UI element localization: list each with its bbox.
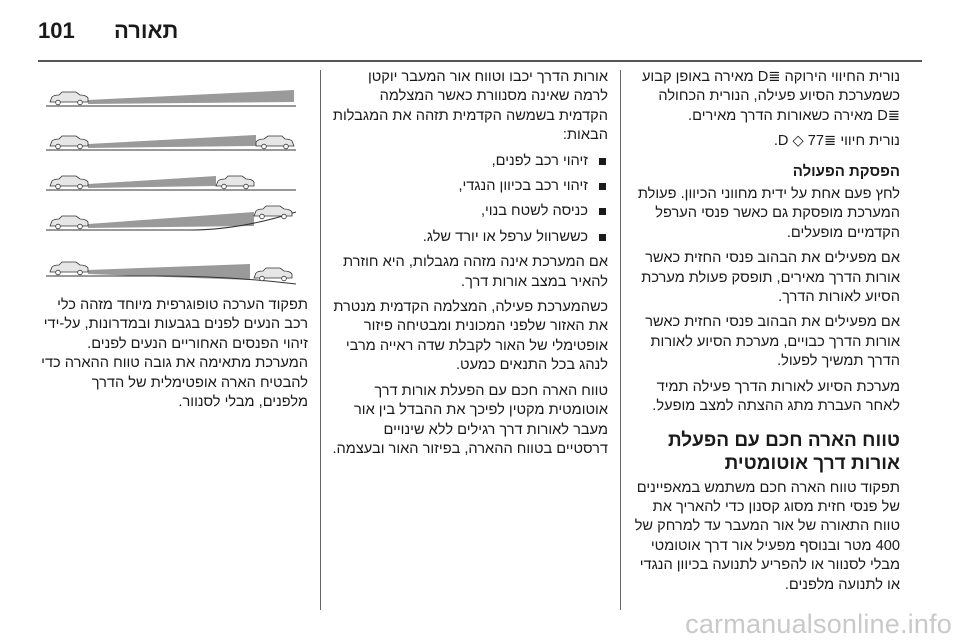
indicator-paragraph: נורית החיווי הירוקה ≣D מאירה באופן קבוע כשמערכת הסיוע פעילה, הנורית הכחולה ≣D מאירה כשאורות הדרך מאירים.: [641, 69, 900, 124]
scene-3: [46, 176, 296, 190]
scene-4: [46, 206, 296, 230]
left-column: [40, 296, 308, 418]
scene-2: [46, 135, 296, 150]
stop-paragraph-2: אם מפעילים את הבהוב פנסי החזית כאשר אורות הדרך מאירים, תופסק פעולת מערכת הסיוע לאורות הדרך.: [641, 250, 900, 306]
section-paragraph: תפקוד טווח הארה חכם משתמש במאפיינים של פנסי חזית מסוג קסנון כדי להאריך את טווח התאורה של אור המעבר עד למרחק של 400 מטר ובנוסף מפעיל אור דרך אוטומטי מבלי לסנוור או להפריע לתנועה בכיוון הנגדי או לתנועה מלפנים.: [634, 479, 900, 593]
stop-paragraph-4: מערכת הסיוע לאורות הדרך פעילה תמיד לאחר העברת מתג ההצתה למצב מופעל.: [652, 378, 900, 415]
stop-paragraph-1: לחץ פעם אחת על ידית מחווני הכיוון. פעולת המערכת מופסקת גם כאשר פנסי הערפל הקדמיים מופעלים.: [637, 186, 900, 241]
page-header: [38, 12, 922, 52]
chapter-title: תאורה: [114, 18, 179, 43]
list-item: כניסה לשטח בנוי,: [332, 202, 608, 221]
indicator-reference: נורית חיווי ≣D ◇ 77.: [773, 133, 900, 150]
limitations-list: [332, 152, 608, 248]
illustration-caption: תפקוד הערכה טופוגרפית מיוחד מזהה כלי רכב הנעים לפנים בגבעות ובמדרונות, על-ידי זיהוי הפנסים האחוריים הנעים לפנים. המערכת מתאימה את גובה טווח ההארה כדי להבטיח הארה אופטימלית של הדרך מלפנים, מבלי לסנוור.: [41, 297, 308, 411]
page-number: 101: [38, 18, 75, 43]
middle-column: [332, 68, 608, 465]
middle-paragraph-3: כשהמערכת פעילה, המצלמה הקדמית מנטרת את האזור שלפני המכונית ומבטיחה פיזור אופטימלי של האור לקבלת שדה ראייה מרבי לנהג בכל התנאים כמעט.: [333, 299, 608, 374]
section-heading: טווח הארה חכם עם הפעלת אורות דרך אוטומטית: [668, 429, 900, 474]
right-column: [632, 68, 900, 601]
column-divider-left: [320, 70, 321, 610]
stop-paragraph-3: אם מפעילים את הבהוב פנסי החזית כאשר אורות הדרך כבויים, מערכת הסיוע לאורות הדרך תמשיך לפעול.: [645, 314, 900, 370]
middle-paragraph-2: אם המערכת אינה מזהה מגבלות, היא חוזרת להאיר במצב אורות דרך.: [342, 254, 608, 290]
list-item: כששרוול ערפל או יורד שלג.: [332, 228, 608, 247]
column-divider-right: [620, 70, 621, 610]
list-item: זיהוי רכב בכיוון הנגדי,: [332, 177, 608, 196]
middle-paragraph-1: אורות הדרך יכבו וטווח אור המעבר יוקטן לרמה שאינה מסנוורת כאשר המצלמה הקדמית בשמשה הקדמית תזהה את המגבלות הבאות:: [332, 69, 608, 144]
header-rule: [38, 60, 922, 62]
stop-heading: הפסקת הפעולה: [792, 162, 900, 180]
watermark: carmanualsonline.info: [685, 609, 952, 639]
middle-paragraph-4: טווח הארה חכם עם הפעלת אורות דרך אוטומטית מקטין לפיכך את ההבדל בין אור מעבר לאורות דרך רגילים ללא שינויים דרסטיים בטווח ההארה, בפיזור האור ובעצמה.: [332, 382, 608, 457]
headlight-range-illustration: [40, 80, 302, 290]
scene-1: [46, 90, 296, 106]
scene-5: [46, 262, 296, 284]
list-item: זיהוי רכב לפנים,: [332, 152, 608, 171]
